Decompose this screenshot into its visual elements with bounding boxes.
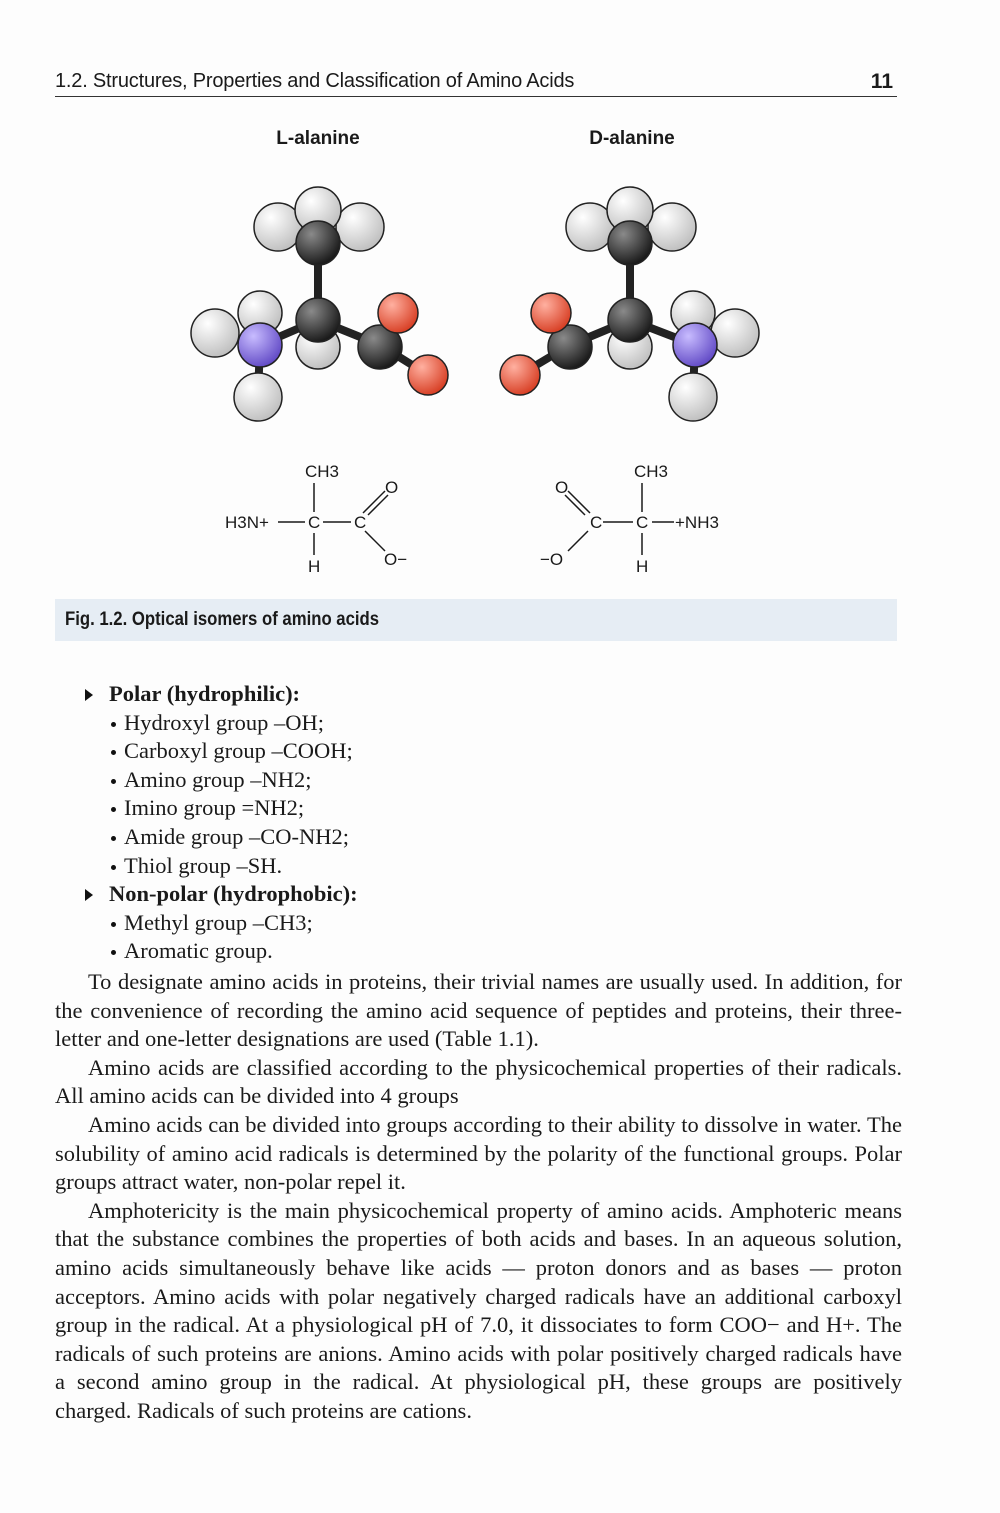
carbon-atom	[296, 298, 340, 342]
figure-caption: Fig. 1.2. Optical isomers of amino acids	[65, 609, 380, 630]
paragraph: Amino acids can be divided into groups according to their ability to dissolve in water. The solubility of amino acid radicals is determined by the polarity of the functional groups. Polar groups attract water, non-polar repel it.	[55, 1111, 902, 1195]
triangle-bullet-icon	[85, 889, 93, 901]
page-number: 11	[870, 70, 893, 93]
formula-ch3: CH3	[305, 462, 340, 481]
formula-o-top: O	[555, 478, 569, 497]
header-title: 1.2. Structures, Properties and Classification of Amino Acids	[55, 70, 575, 92]
d-alanine-label: D-alanine	[589, 128, 675, 149]
carbon-atom	[608, 221, 652, 265]
list-item: Amino group –NH2;	[75, 766, 875, 795]
functional-groups-list	[75, 680, 875, 966]
carbon-atom	[608, 298, 652, 342]
body-text	[55, 968, 902, 1426]
list-item: Carboxyl group –COOH;	[75, 737, 875, 766]
hydrogen-atom	[191, 309, 239, 357]
list-item: Methyl group –CH3;	[75, 909, 875, 938]
d-alanine-model	[495, 185, 775, 430]
oxygen-atom	[500, 355, 540, 395]
carbon-atom	[296, 221, 340, 265]
list-item: Amide group –CO-NH2;	[75, 823, 875, 852]
triangle-bullet-icon	[85, 689, 93, 701]
list-item: Aromatic group.	[75, 937, 875, 966]
polar-heading: Polar (hydrophilic):	[75, 680, 875, 709]
formula-h3n: H3N+	[225, 513, 269, 532]
oxygen-atom	[531, 293, 571, 333]
figure-caption-bar	[55, 599, 897, 641]
hydrogen-atom	[648, 203, 696, 251]
formula-ch3: CH3	[634, 462, 669, 481]
nonpolar-heading: Non-polar (hydrophobic):	[75, 880, 875, 909]
formula-h: H	[308, 557, 321, 576]
hydrogen-atom	[336, 203, 384, 251]
formula-o-top: O	[385, 478, 399, 497]
list-item: Imino group =NH2;	[75, 794, 875, 823]
hydrogen-atom	[234, 373, 282, 421]
l-alanine-label: L-alanine	[276, 128, 360, 149]
hydrogen-atom	[669, 373, 717, 421]
list-item: Hydroxyl group –OH;	[75, 709, 875, 738]
formula-c-carboxyl: C	[354, 513, 367, 532]
formula-o-bottom: O−	[384, 550, 408, 569]
l-alanine-formula	[225, 455, 425, 580]
nitrogen-atom	[238, 323, 282, 367]
nitrogen-atom	[673, 323, 717, 367]
formula-c-alpha: C	[308, 513, 321, 532]
oxygen-atom	[378, 293, 418, 333]
formula-o-bottom: −O	[540, 550, 564, 569]
paragraph: Amphotericity is the main physicochemical property of amino acids. Amphoteric means that the substance combines the properties of both acids and bases. In an aqueous solution, amino acids simultaneously behave like acids — proton donors and as bases — proton acceptors. Amino acids with polar negatively charged radicals have an additional carboxyl group in the radical. At a physiological pH of 7.0, it dissociates to form COO− and H+. The radicals of such proteins are anions. Amino acids with polar positively charged radicals have a second amino group in the radical. At physiological pH, these groups are positively charged. Radicals of such proteins are cations.	[55, 1197, 902, 1423]
oxygen-atom	[408, 355, 448, 395]
formula-c-alpha: C	[636, 513, 649, 532]
paragraph: Amino acids are classified according to the physicochemical properties of their radicals. All amino acids can be divided into 4 groups	[55, 1054, 902, 1109]
running-header	[55, 66, 897, 97]
d-alanine-formula	[540, 455, 740, 580]
formula-c-carboxyl: C	[590, 513, 603, 532]
list-item: Thiol group –SH.	[75, 852, 875, 881]
l-alanine-model	[180, 185, 460, 430]
formula-h: H	[636, 557, 649, 576]
formula-nh3: +NH3	[675, 513, 719, 532]
hydrogen-atom	[711, 309, 759, 357]
paragraph: To designate amino acids in proteins, their trivial names are usually used. In addition, for the convenience of recording the amino acid sequence of peptides and proteins, their three-letter and one-letter designations are used (Table 1.1).	[55, 969, 902, 1052]
